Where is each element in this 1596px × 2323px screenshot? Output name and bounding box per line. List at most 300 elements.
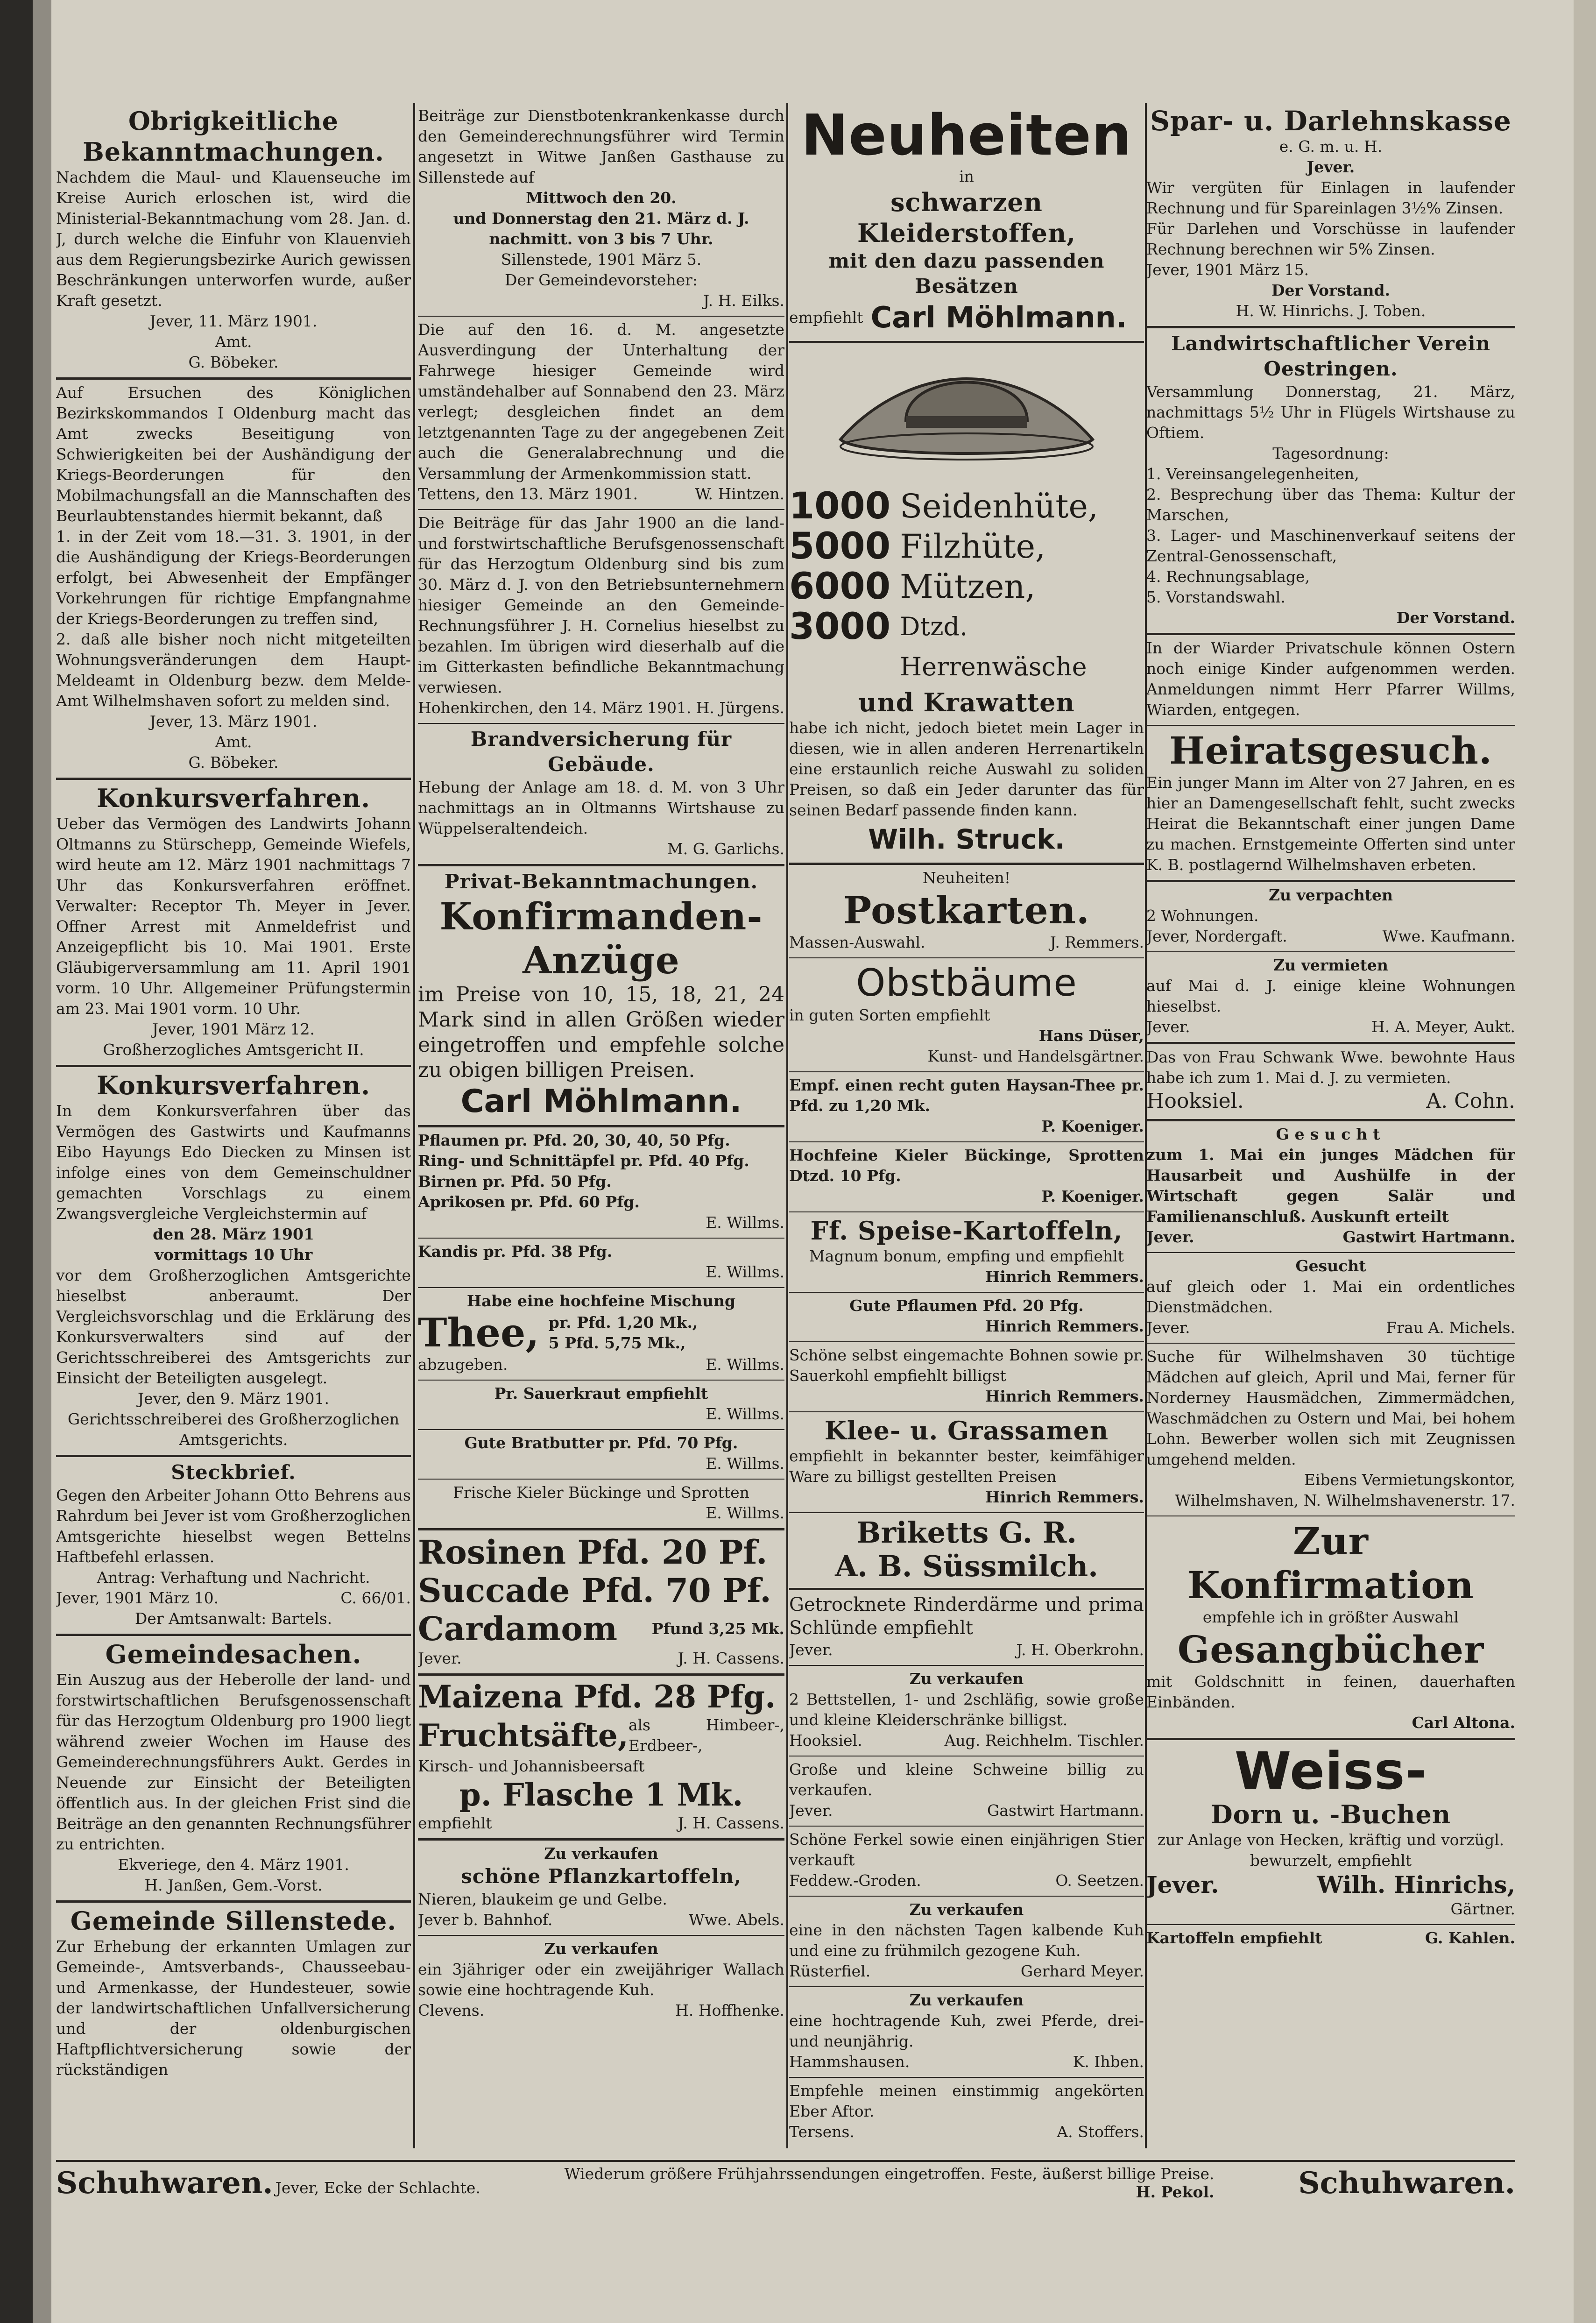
column-2: [418, 103, 784, 2148]
ad-line: Pflaumen pr. Pfd. 20, 30, 40, 50 Pfg.: [418, 1131, 730, 1149]
signature-line: [418, 1354, 784, 1375]
signature-place: Rüsterfiel.: [789, 1962, 871, 1980]
ad-signature: Aug. Reichhelm. Tischler.: [944, 1731, 1144, 1749]
landwirtschaft-verein-ad: [1146, 328, 1515, 635]
agenda-item: 4. Rechnungsablage,: [1146, 567, 1310, 586]
ad-text: in guten Sorten empfiehlt: [789, 1006, 990, 1024]
ad-line: Ring- und Schnittäpfel pr. Pfd. 40 Pfg.: [418, 1152, 749, 1170]
ad-line: empfiehlt: [789, 308, 863, 326]
ad-signature: Hinrich Remmers.: [985, 1268, 1144, 1286]
cardamom-row: [418, 1610, 784, 1648]
vermieten-ad: [1146, 952, 1515, 1044]
ad-signature: J. Remmers.: [1050, 933, 1144, 951]
signature-date: Jever, 1901 März 10.: [56, 1589, 219, 1607]
ad-signature: Kunst- und Handelsgärtner.: [927, 1047, 1144, 1065]
item-name: Mützen,: [900, 567, 1036, 606]
section-heading: Steckbrief.: [171, 1461, 296, 1484]
wilhelmshaven-ad: [1146, 1344, 1515, 1516]
notice-text: Nachdem die Maul- und Klauenseuche im Kreise Aurich erloschen ist, wird die Ministerial-Bekanntmachung vom 28. Jan. d. J, durch welche die Einfuhr von Klauenvieh aus dem Regierungsbezirke Aurich gewissen Beschränkungen unterworfen wurde, außer Kraft gesetzt.: [56, 168, 411, 310]
ad-line: als Himbeer-, Erdbeer-,: [628, 1716, 784, 1755]
ad-signature: A. Stoffers.: [1057, 2123, 1144, 2141]
quantity: 5000: [789, 525, 891, 567]
neuheiten-ad: [789, 103, 1144, 343]
ad-signature: P. Koeniger.: [1041, 1117, 1144, 1135]
ad-text: empfehle ich in größter Auswahl: [1202, 1608, 1459, 1626]
signature-office: Amt.: [215, 733, 252, 751]
ad-line: Jever.: [1306, 158, 1355, 176]
column-rule: [786, 103, 788, 2148]
ad-signature: Carl Altona.: [1412, 1714, 1515, 1732]
notice-text: Hebung der Anlage am 18. d. M. von 3 Uhr nachmittags an in Oltmanns Wirtshause zu Wüppelseraltendeich.: [418, 778, 784, 837]
hat-row: [789, 526, 1144, 567]
signature-place: Jever.: [789, 1801, 833, 1820]
eber-ad: [789, 2078, 1144, 2147]
ad-headline: Cardamom: [418, 1609, 618, 1648]
book-spine: [0, 0, 33, 2323]
signature-place: Jever.: [418, 1649, 462, 1667]
ad-signature: Wilh. Hinrichs,: [1317, 1871, 1515, 1898]
ad-line: Neuheiten!: [922, 869, 1011, 887]
footer-title: Schuhwaren.: [56, 2165, 273, 2201]
ad-subheading: Zu verkaufen: [909, 1670, 1024, 1688]
ad-text: In der Wiarder Privatschule können Ostern noch einige Kinder aufgenommen werden. Anmeldungen nimmt Herr Pfarrer Willms, Wiarden, entgegen.: [1146, 639, 1515, 719]
hat-row: [789, 486, 1144, 526]
grassamen-ad: [789, 1412, 1144, 1513]
signature-line: [789, 2122, 1144, 2142]
gemeindesachen-notice: [56, 1636, 411, 1903]
notice-text: Gegen den Arbeiter Johann Otto Behrens aus Rahrdum bei Jever ist vom Großherzoglichen Amtsgerichte hieselbst wegen Bettelns Haftbefehl erlassen.: [56, 1486, 411, 1566]
agenda-item: 1. Vereinsangelegenheiten,: [1146, 465, 1359, 483]
signature-line: [1146, 1871, 1515, 1899]
ad-signature: Frau A. Michels.: [1386, 1318, 1515, 1337]
footer-text: Wiederum größere Frühjahrssendungen eingetroffen. Feste, äußerst billige Preise.: [564, 2165, 1215, 2183]
ad-line: Kirsch- und Johannisbeersaft: [418, 1757, 645, 1775]
notice-text: Die Beiträge für das Jahr 1900 an die land- und forstwirtschaftliche Berufsgenossenschaft für das Herzogtum Oldenburg sind bis zum 30. März d. J. von den Betriebsunternehmern hiesiger Gemeinde an den Gemeinde-Rechnungsführer J. H. Cornelius hieselbst zu bezahlen. Im übrigen wird dieserhalb auf die im Gitterkasten befindliche Bekanntmachung verwiesen.: [418, 514, 784, 696]
ad-signature: E. Willms.: [706, 1213, 784, 1232]
ad-text: Für Darlehen und Vorschüsse in laufender Rechnung berechnen wir 5% Zinsen.: [1146, 220, 1515, 258]
notice-text: Auf Ersuchen des Königlichen Bezirkskommandos I Oldenburg macht das Amt zwecks Beseitigung von Schwierigkeiten bei der Aushändigung der Kriegs-Beorderungen für den Mobilmachungsfall an die Mannschaften des Beurlaubtenstandes hiermit bekannt, daß: [56, 383, 411, 525]
ad-signature: O. Seetzen.: [1055, 1871, 1144, 1890]
footer-firm: H. Pekol.: [1136, 2183, 1215, 2201]
firm-row: [789, 299, 1144, 336]
ad-firm: Wilh. Struck.: [868, 823, 1065, 855]
signature-line: [789, 1640, 1144, 1660]
ad-text: Nieren, blaukeim ge und Gelbe.: [418, 1890, 667, 1908]
notice-text: Ueber das Vermögen des Landwirts Johann Oltmanns zu Stürschepp, Gemeinde Wiefels, wird heute am 12. März 1901 nachmittags 7 Uhr das Konkursverfahren eröffnet. Verwalter: Receptor Th. Meyer in Jever. Offner Arrest mit Anmeldefrist und Anzeigepflicht bis 10. Mai 1901. Erste Gläubigerversammlung am 11. April 1901 vorm. 10 Uhr. Allgemeiner Prüfungstermin am 23. Mai 1901 vorm. 10 Uhr.: [56, 814, 411, 1018]
footer-left: [56, 2166, 480, 2201]
section-heading: Gemeinde Sillenstede.: [70, 1906, 397, 1936]
gesucht-maedchen-ad: [1146, 1121, 1515, 1253]
signature-name: W. Hintzen.: [695, 485, 784, 503]
ad-firm: Carl Möhlmann.: [460, 1083, 742, 1120]
item-name: Seidenhüte,: [900, 487, 1099, 525]
ad-signature: J. H. Cassens.: [678, 1649, 784, 1667]
price-line: pr. Pfd. 1,20 Mk.,: [548, 1313, 698, 1331]
signature-date: Ekveriege, den 4. März 1901.: [118, 1856, 349, 1874]
ad-signature: Hinrich Remmers.: [985, 1387, 1144, 1405]
signature-date: Jever, 13. März 1901.: [149, 712, 318, 730]
page-edge: [1574, 0, 1596, 2323]
brandversicherung-notice: [418, 724, 784, 866]
column-3: [789, 103, 1144, 2148]
section-heading: Obrigkeitliche Bekanntmachungen.: [83, 106, 384, 167]
bettstellen-ad: [789, 1666, 1144, 1756]
ad-line: Pr. Sauerkraut empfiehlt: [494, 1384, 708, 1402]
notice-time: vormittags 10 Uhr: [154, 1246, 313, 1264]
steckbrief-notice: [56, 1457, 411, 1636]
ad-signature: E. Willms.: [706, 1263, 784, 1281]
notice-request: Antrag: Verhaftung und Nachricht.: [97, 1568, 370, 1586]
sillenstede-continued: [418, 103, 784, 317]
notice-text: Zur Erhebung der erkannten Umlagen zur Gemeinde-, Amtsverbands-, Chausseebau- und Armenkasse, der Hundesteuer, sowie der landwirtschaftlichen Unfallversicherung und der oldenburgischen Haftpflichtversicherung sowie der rückständigen: [56, 1937, 411, 2079]
bueckinge-ad: [418, 1480, 784, 1530]
postkarten-ad: [789, 865, 1144, 958]
ad-line: Hochfeine Kieler Bückinge, Sprotten Dtzd. 10 Pfg.: [789, 1146, 1144, 1185]
signature-place: Jever.: [1146, 1871, 1219, 1898]
ad-line: Kandis pr. Pfd. 38 Pfg.: [418, 1242, 613, 1261]
signature-line: [789, 932, 1144, 953]
ad-headline: schöne Pflanzkartoffeln,: [461, 1865, 742, 1888]
signature-place: Tersens.: [789, 2123, 854, 2141]
ad-signature: Wilhelmshaven, N. Wilhelmshavenerstr. 17.: [1175, 1491, 1515, 1509]
ad-text: empfiehlt in bekannter bester, keimfähiger Ware zu billigst gestellten Preisen: [789, 1447, 1144, 1486]
konfirmanden-ad: [418, 866, 784, 1127]
ad-text: im Preise von 10, 15, 18, 21, 24 Mark sind in allen Größen wieder eingetroffen und empfehle solche zu obigen billigen Preisen.: [418, 983, 784, 1082]
signature-name: H. Janßen, Gem.-Vorst.: [144, 1876, 323, 1894]
ad-line: abzugeben.: [418, 1355, 508, 1374]
ausverdingung-notice: [418, 317, 784, 510]
ad-text: habe ich nicht, jedoch bietet mein Lager in diesen, wie in allen anderen Herrenartikeln eine erstaunlich reiche Auswahl zu soliden Preisen, so daß ein Jeder darunter das für seinen Bedarf passende finden kann.: [789, 719, 1144, 819]
obstbaeume-ad: [789, 958, 1144, 1072]
briketts-ad: [789, 1513, 1144, 1590]
quantity: 6000: [789, 566, 891, 608]
ad-headline: Rosinen Pfd. 20 Pf.: [418, 1533, 768, 1572]
ad-firm: Carl Möhlmann.: [870, 300, 1127, 334]
ad-signature: H. Hoffhenke.: [675, 2001, 784, 2019]
ad-signature: E. Willms.: [706, 1504, 784, 1522]
item-name: Dtzd. Herrenwäsche: [900, 612, 1087, 681]
notice-text: Die auf den 16. d. M. angesetzte Ausverdingung der Unterhaltung der Fahrwege hiesiger Gemeinde wird umständehalber auf Sonnabend den 23. März verlegt; desgleichen findet an dem letztgenannten Tage zu der angegebenen Zeit auch die Generalabrechnung und die Versammlung der Armenkommission statt.: [418, 320, 784, 482]
ad-text: Große und kleine Schweine billig zu verkaufen.: [789, 1760, 1144, 1799]
notice-text: vor dem Großherzoglichen Amtsgerichte hieselbst anberaumt. Der Vergleichsvorschlag und die Erklärung des Konkursverwalters sind auf der Gerichtsschreiberei des Amtsgerichts zur Einsicht der Beteiligten ausgelegt.: [56, 1266, 411, 1387]
ad-headline: p. Flasche 1 Mk.: [459, 1777, 743, 1813]
notice-date: den 28. März 1901: [153, 1225, 314, 1243]
beitraege-notice: [418, 510, 784, 724]
signature-office: Amt.: [215, 333, 252, 351]
ad-headline: mit den dazu passenden: [828, 249, 1105, 272]
signature-line: [418, 1910, 784, 1930]
ad-headline: Heiratsgesuch.: [1169, 729, 1492, 772]
hat-illustration: [789, 351, 1144, 482]
ad-line: Habe eine hochfeine Mischung: [466, 1292, 736, 1310]
ad-signature: H. A. Meyer, Aukt.: [1371, 1018, 1515, 1036]
ad-signature: Gerhard Meyer.: [1020, 1962, 1144, 1980]
signature-office: Gerichtsschreiberei des Großherzoglichen Amtsgerichts.: [67, 1410, 400, 1449]
signature-line: [1146, 1017, 1515, 1037]
section-heading: Privat-Bekanntmachungen.: [444, 870, 758, 893]
ad-signature: K. Ihben.: [1073, 2053, 1144, 2071]
ad-signature: Gastwirt Hartmann.: [987, 1801, 1144, 1820]
ad-line: Gute Bratbutter pr. Pfd. 70 Pfg.: [464, 1434, 738, 1452]
ad-text: eine in den nächsten Tagen kalbende Kuh und eine zu frühmilch gezogene Kuh.: [789, 1921, 1144, 1960]
ad-text: Schöne selbst eingemachte Bohnen sowie pr. Sauerkohl empfiehlt billigst: [789, 1346, 1144, 1385]
ad-signature: Wwe. Abels.: [688, 1911, 784, 1929]
ad-line: empfiehlt: [418, 1814, 492, 1832]
file-number: C. 66/01.: [340, 1589, 411, 1607]
signature-office: Der Gemeindevorsteher:: [504, 271, 698, 289]
signature-date: Sillenstede, 1901 März 5.: [501, 250, 702, 269]
notice-date: und Donnerstag den 21. März d. J. nachmitt. von 3 bis 7 Uhr.: [453, 209, 749, 248]
bohnen-ad: [789, 1342, 1144, 1412]
page-gutter: [33, 0, 51, 2323]
signature-line: [1146, 1928, 1515, 1948]
ad-text: Das von Frau Schwank Wwe. bewohnte Haus habe ich zum 1. Mai d. J. zu vermieten.: [1146, 1048, 1515, 1087]
signature-name: J. H. Eilks.: [703, 291, 784, 310]
price-line: Pfund 3,25 Mk.: [651, 1620, 784, 1638]
footer-ad: [56, 2160, 1515, 2204]
bratbutter-ad: [418, 1430, 784, 1480]
signature-line: [418, 1813, 784, 1834]
ad-signature: G. Kahlen.: [1425, 1929, 1515, 1947]
ad-text: auf Mai d. J. einige kleine Wohnungen hieselbst.: [1146, 977, 1515, 1015]
gesucht-dienstmaedchen-ad: [1146, 1253, 1515, 1344]
signature-line: [1146, 926, 1515, 947]
haysan-thee-ad: [789, 1072, 1144, 1142]
kuh2-ad: [789, 1987, 1144, 2078]
notice-item: 2. daß alle bisher noch nicht mitgeteilten Wohnungsveränderungen dem Haupt-Meldeamt in Oldenburg bezw. dem Melde-Amt Wilhelmshaven sofort zu melden sind.: [56, 630, 411, 710]
hat-row: [789, 567, 1144, 607]
signature-line: [789, 1730, 1144, 1751]
column-1: [56, 103, 411, 2148]
ad-signature: E. Willms.: [706, 1355, 784, 1374]
ad-headline: Postkarten.: [843, 888, 1090, 932]
ad-subheading: Zu verkaufen: [544, 1940, 658, 1958]
signature-line: [56, 1588, 411, 1608]
signature-date: Jever, 11. März 1901.: [149, 312, 318, 330]
ad-headline: Maizena Pfd. 28 Pfg.: [418, 1679, 776, 1715]
ad-text: zum 1. Mai ein junges Mädchen für Hausarbeit und Aushülfe in der Wirtschaft gegen Salär und Familienanschluß. Auskunft erteilt: [1146, 1146, 1515, 1225]
notice-item: 1. in der Zeit vom 18.—31. 3. 1901, in der die Aushändigung der Kriegs-Beorderungen erfolgt, bei Abwesenheit der Empfänger Vorkehrungen für richtige Empfangnahme der Kriegs-Beorderungen zu treffen sind,: [56, 527, 411, 628]
ad-text: Schöne Ferkel sowie einen einjährigen Stier verkauft: [789, 1830, 1144, 1869]
column-rule: [413, 103, 415, 2148]
signature-line: [418, 484, 784, 504]
ad-text: Wir vergüten für Einlagen in laufender Rechnung und für Spareinlagen 3½% Zinsen.: [1146, 178, 1515, 217]
ad-text: mit Goldschnitt in feinen, dauerhaften Einbänden.: [1146, 1672, 1515, 1711]
ad-signature: Eibens Vermietungskontor,: [1304, 1471, 1515, 1489]
mobilization-notice: [56, 380, 411, 780]
ad-headline: Neuheiten: [801, 103, 1132, 168]
ad-signature: Der Vorstand.: [1396, 609, 1515, 627]
footer-title: Schuhwaren.: [1298, 2165, 1515, 2201]
signature-line: [1146, 1227, 1515, 1247]
ad-signature: Hans Düser,: [1038, 1027, 1144, 1045]
ad-headline: Klee- u. Grassamen: [824, 1416, 1109, 1445]
ad-line: Massen-Auswahl.: [789, 933, 925, 951]
signature-name: G. Böbeker.: [188, 753, 279, 772]
kartoffeln-ad: [1146, 1925, 1515, 1953]
rinderdaerme-ad: [789, 1590, 1144, 1666]
footer-middle: [565, 2165, 1215, 2201]
notice-text: Beiträge zur Dienstbotenkrankenkasse durch den Gemeinderechnungsführer wird Termin angesetzt in Witwe Janßen Gasthause zu Sillenstede auf: [418, 106, 784, 186]
sauerkraut-ad: [418, 1381, 784, 1430]
ad-headline: schwarzen Kleiderstoffen,: [857, 187, 1076, 248]
item-name: Filzhüte,: [900, 527, 1046, 566]
ad-headline: Konfirmanden-: [439, 894, 763, 938]
signature-line: [418, 2000, 784, 2021]
ad-subheading: Gesucht: [1295, 1257, 1366, 1275]
signature-place: Jever.: [1146, 1228, 1194, 1246]
ad-signature: E. Willms.: [706, 1405, 784, 1423]
signature-place: Hooksiel.: [789, 1731, 862, 1749]
signature-name: H. W. Hinrichs. J. Toben.: [1236, 302, 1426, 320]
agenda-item: 5. Vorstandswahl.: [1146, 588, 1285, 606]
signature-line: [1146, 1088, 1515, 1114]
signature-date: Hohenkirchen, den 14. März 1901.: [418, 699, 692, 717]
ad-text: auf gleich oder 1. Mai ein ordentliches Dienstmädchen.: [1146, 1277, 1515, 1316]
ad-text: eine hochtragende Kuh, zwei Pferde, drei- und neunjährig.: [789, 2011, 1144, 2050]
notice-text: In dem Konkursverfahren über das Vermögen des Gastwirts und Kaufmanns Eibo Hayungs Edo Diecken zu Minsen ist infolge eines von dem Gemeinschuldner gemachten Vorschlags zu einem Zwangsvergleiche Vergleichstermin auf: [56, 1102, 411, 1223]
ad-text: Ein junger Mann im Alter von 27 Jahren, en es hier an Damengesellschaft fehlt, sucht zwecks Heirat die Bekanntschaft einer jungen Dame zu machen. Ernstgemeinte Offerten sind unter K. B. postlagernd Wilhelmshaven erbeten.: [1146, 773, 1515, 874]
ad-text: Magnum bonum, empfing und empfiehlt: [809, 1247, 1124, 1265]
signature-line: [789, 1961, 1144, 1982]
ad-line: Empf. einen recht guten Haysan-Thee pr. Pfd. zu 1,20 Mk.: [789, 1076, 1144, 1115]
notice-date: Mittwoch den 20.: [526, 189, 677, 207]
sillenstede-notice: [56, 1903, 411, 2085]
ad-headline: Thee,: [418, 1310, 539, 1356]
signature-place: Hammshausen.: [789, 2053, 910, 2071]
signature-date: Jever, den 9. März 1901.: [137, 1389, 330, 1408]
quantity: 3000: [789, 606, 891, 648]
signature-place: Clevens.: [418, 2001, 485, 2019]
konfirmation-ad: [1146, 1516, 1515, 1740]
agenda-item: 2. Besprechung über das Thema: Kultur der Marschen,: [1146, 485, 1515, 524]
ad-headline: Spar- u. Darlehnskasse: [1150, 105, 1511, 137]
ad-line: Frische Kieler Bückinge und Sprotten: [453, 1483, 749, 1501]
item-name: und Krawatten: [858, 687, 1075, 717]
weissdorn-ad: [1146, 1740, 1515, 1925]
quantity: 1000: [789, 485, 891, 527]
thee-ad: [418, 1288, 784, 1381]
signature-name: H. Jürgens.: [696, 699, 784, 717]
ad-text: ein 3jähriger oder ein zweijähriger Wallach sowie eine hochtragende Kuh.: [418, 1960, 784, 1999]
privatschule-ad: [1146, 635, 1515, 726]
signature-place: Jever.: [1146, 1318, 1190, 1337]
ad-subheading: Zu verpachten: [1269, 886, 1393, 904]
section-heading: Gemeindesachen.: [105, 1639, 362, 1669]
agenda-item: 3. Lager- und Maschinenverkauf seitens der Zentral-Genossenschaft,: [1146, 526, 1515, 565]
signature-office: Großherzogliches Amtsgericht II.: [103, 1041, 364, 1059]
column-4: [1146, 103, 1515, 2148]
konkurs-notice-2: [56, 1067, 411, 1457]
ad-headline: Succade Pfd. 70 Pf.: [418, 1571, 771, 1610]
konkurs-notice-1: [56, 780, 411, 1067]
ad-line: e. G. m. u. H.: [1279, 137, 1383, 156]
wallach-ad: [418, 1936, 784, 2026]
obrigkeitliche-notice: [56, 103, 411, 380]
signature-name: G. Böbeker.: [188, 353, 279, 371]
signature-place: Hooksiel.: [1146, 1089, 1244, 1113]
ad-line: Kartoffeln empfiehlt: [1146, 1929, 1322, 1947]
kandis-ad: [418, 1239, 784, 1288]
ad-headline: Zur Konfirmation: [1187, 1519, 1474, 1607]
ad-headline: Fruchtsäfte,: [418, 1717, 629, 1754]
ad-subheading: Gesucht: [1276, 1125, 1386, 1143]
ad-subheading: Zu verkaufen: [909, 1991, 1024, 2009]
speisekartoffeln-ad: [789, 1212, 1144, 1293]
sparkasse-ad: [1146, 103, 1515, 328]
ad-headline: Weiss-: [1234, 1741, 1427, 1801]
ad-headline: A. B. Süssmilch.: [835, 1549, 1098, 1583]
ad-signature: Wwe. Kaufmann.: [1382, 927, 1515, 945]
ad-subheading: Zu vermieten: [1273, 956, 1388, 974]
signature-office: Der Vorstand.: [1271, 281, 1391, 299]
notice-text: Ein Auszug aus der Heberolle der land- und forstwirtschaftlichen Berufsgenossenschaft für das Herzogtum Oldenburg pro 1900 liegt während zweier Wochen im Hause des Gemeinderechnungsführers Aukt. Gerdes in Neuende zur Einsicht der Beteiligten öffentlich aus. In der gleichen Frist sind die Beiträge an den genannten Rechnungsführer zu entrichten.: [56, 1671, 411, 1853]
price-line: 5 Pfd. 5,75 Mk.,: [548, 1334, 686, 1352]
ad-headline: Landwirtschaftlicher Verein Oestringen.: [1171, 332, 1490, 380]
ad-text: 2 Bettstellen, 1- und 2schläfig, sowie große und kleine Kleiderschränke billigst.: [789, 1690, 1144, 1729]
ad-text: Versammlung Donnerstag, 21. März, nachmittags 5½ Uhr in Flügels Wirtshause zu Oftiem.: [1146, 382, 1515, 442]
ad-signature: Gärtner.: [1450, 1900, 1515, 1918]
signature-date: Jever, 1901 März 15.: [1146, 261, 1309, 279]
ad-signature: E. Willms.: [706, 1454, 784, 1473]
haus-ad: [1146, 1044, 1515, 1121]
signature-date: Jever, 1901 März 12.: [152, 1020, 315, 1038]
signature-line: [789, 2052, 1144, 2072]
heiratsgesuch-ad: [1146, 726, 1515, 882]
signature-line: [418, 698, 784, 718]
signature-place: Jever.: [1146, 1018, 1190, 1036]
pflaumen-ad: [418, 1127, 784, 1239]
rosinen-ad: [418, 1530, 784, 1676]
ad-text: zur Anlage von Hecken, kräftig und vorzügl. bewurzelt, empfiehlt: [1157, 1831, 1504, 1870]
section-heading: Konkursverfahren.: [96, 783, 371, 813]
section-heading: Konkursverfahren.: [96, 1070, 371, 1100]
signature-place: Jever b. Bahnhof.: [418, 1911, 553, 1929]
ad-signature: Gastwirt Hartmann.: [1342, 1228, 1515, 1246]
signature-place: Jever, Nordergaft.: [1146, 927, 1287, 945]
price-list: [549, 1312, 698, 1353]
maizena-ad: [418, 1676, 784, 1841]
hats-ad: [789, 343, 1144, 865]
signature-place: Jever.: [789, 1641, 833, 1659]
ad-headline: Anzüge: [523, 938, 680, 982]
ad-text: Suche für Wilhelmshaven 30 tüchtige Mädchen auf gleich, April und Mai, ferner für Norderney Hausmädchen, Zimmermädchen, Waschmädchen zu Ostern und Mai, bei hohem Lohn. Bewerber wollen sich mit Zeugnissen umgehend melden.: [1146, 1347, 1515, 1468]
ad-headline: Dorn u. -Buchen: [1210, 1799, 1451, 1829]
ad-text: Getrocknete Rinderdärme und prima Schlünde empfiehlt: [789, 1594, 1144, 1639]
ad-headline: Obstbäume: [856, 961, 1077, 1005]
ad-headline: Ff. Speise-Kartoffeln,: [810, 1216, 1123, 1246]
ad-signature: Hinrich Remmers.: [985, 1488, 1144, 1506]
verpachten-ad: [1146, 882, 1515, 952]
ad-subheading: Zu verkaufen: [909, 1900, 1024, 1919]
ad-headline: Besätzen: [915, 275, 1018, 297]
agenda-heading: Tagesordnung:: [1272, 444, 1389, 462]
ad-signature: A. Cohn.: [1426, 1089, 1515, 1113]
ad-signature: Hinrich Remmers.: [985, 1317, 1144, 1335]
pflanzkartoffeln-ad: [418, 1841, 784, 1936]
ad-signature: P. Koeniger.: [1041, 1187, 1144, 1205]
signature-line: [789, 1870, 1144, 1891]
ferkel-ad: [789, 1827, 1144, 1897]
section-heading: Brandversicherung für Gebäude.: [470, 728, 732, 776]
signature-line: [418, 1648, 784, 1669]
ad-headline: Gesangbücher: [1177, 1628, 1484, 1671]
hat-row: [789, 607, 1144, 687]
fruchtsaft-row: [418, 1715, 784, 1756]
pflaumen2-ad: [789, 1293, 1144, 1342]
ad-line: Aprikosen pr. Pfd. 60 Pfg.: [418, 1193, 640, 1211]
kieler-ad: [789, 1142, 1144, 1212]
